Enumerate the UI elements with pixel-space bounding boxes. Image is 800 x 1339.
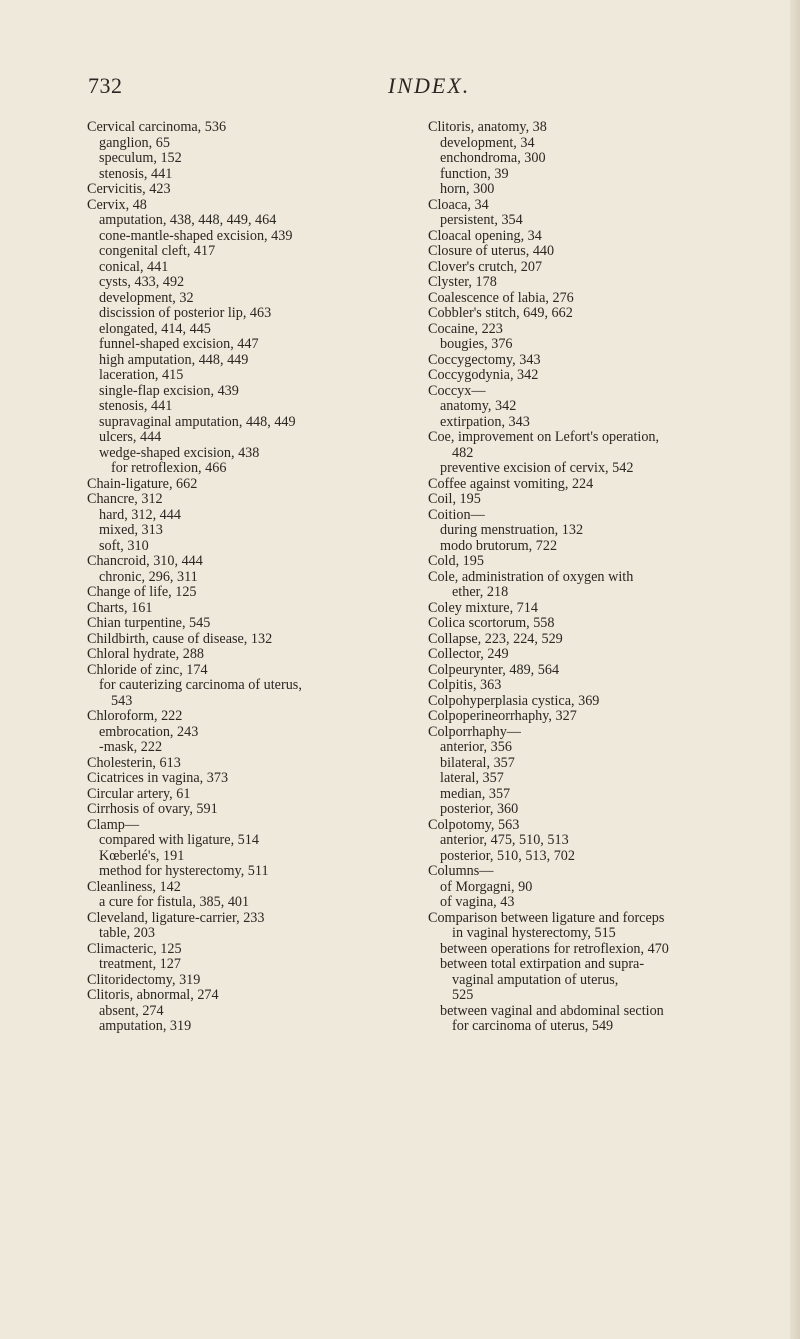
index-entry: Colica scortorum, 558 — [428, 615, 555, 631]
index-subentry: stenosis, 441 — [99, 165, 173, 182]
index-subentry: between vaginal and abdominal section — [440, 1002, 664, 1019]
index-subentry: amputation, 319 — [99, 1018, 192, 1034]
index-subentry: compared with ligature, 514 — [99, 832, 259, 848]
index-entry: Clitoris, abnormal, 274 — [87, 987, 219, 1003]
index-entry: Chancre, 312 — [87, 491, 163, 507]
index-subentry: single-flap excision, 439 — [99, 382, 239, 399]
index-subentry: posterior, 360 — [440, 801, 519, 817]
index-entry: Clitoridectomy, 319 — [87, 971, 201, 988]
index-entry: Colporrhaphy— — [428, 723, 521, 740]
index-subentry: for retroflexion, 466 — [111, 460, 227, 476]
index-entry: Cloaca, 34 — [428, 196, 489, 213]
index-subentry: posterior, 510, 513, 702 — [440, 847, 575, 864]
index-entry: Chloral hydrate, 288 — [87, 646, 205, 662]
index-subentry: enchondroma, 300 — [440, 150, 546, 166]
index-subentry: anterior, 356 — [440, 739, 512, 755]
index-entry: Colpitis, 363 — [428, 677, 502, 693]
index-subentry: hard, 312, 444 — [99, 506, 181, 523]
index-entry: Columns— — [428, 863, 494, 879]
index-entry: Collapse, 223, 224, 529 — [428, 630, 563, 647]
index-subentry: cone-mantle-shaped excision, 439 — [99, 227, 293, 244]
index-entry: Coccyx— — [428, 382, 486, 399]
page-edge — [790, 0, 800, 1339]
running-title: INDEX. — [388, 73, 471, 98]
index-entry: Chain-ligature, 662 — [87, 475, 198, 492]
index-entry: Colpotomy, 563 — [428, 816, 520, 833]
index-subentry: high amputation, 448, 449 — [99, 351, 249, 368]
index-entry: Colpohyperplasia cystica, 369 — [428, 692, 600, 709]
index-entry: Colpeurynter, 489, 564 — [428, 661, 560, 678]
index-subentry: ether, 218 — [452, 584, 509, 600]
index-subentry: embrocation, 243 — [99, 723, 199, 740]
index-entry: Cloacal opening, 34 — [428, 227, 542, 244]
index-subentry: table, 203 — [99, 925, 155, 941]
index-subentry: vaginal amputation of uterus, — [452, 971, 619, 988]
index-entry: Circular artery, 61 — [87, 785, 191, 802]
index-subentry: in vaginal hysterectomy, 515 — [452, 925, 616, 941]
index-subentry: of Morgagni, 90 — [440, 878, 533, 895]
index-entry: Cleveland, ligature-carrier, 233 — [87, 909, 265, 926]
index-subentry: cysts, 433, 492 — [99, 274, 185, 290]
index-subentry: ganglion, 65 — [99, 134, 170, 151]
index-entry: Charts, 161 — [87, 599, 153, 616]
index-entry: Clamp— — [87, 816, 140, 833]
index-entry: Cervical carcinoma, 536 — [87, 119, 227, 135]
index-subentry: method for hysterectomy, 511 — [99, 863, 269, 879]
index-subentry: funnel-shaped excision, 447 — [99, 336, 259, 352]
index-entry: Cobbler's stitch, 649, 662 — [428, 305, 573, 321]
index-subentry: congenital cleft, 417 — [99, 243, 216, 259]
index-entry: Colpoperineorrhaphy, 327 — [428, 708, 577, 724]
index-subentry: between operations for retroflexion, 470 — [440, 940, 669, 957]
index-subentry: lateral, 357 — [440, 770, 504, 786]
index-entry: Cole, administration of oxygen with — [428, 568, 634, 585]
index-subentry: wedge-shaped excision, 438 — [99, 444, 260, 461]
index-subentry: a cure for fistula, 385, 401 — [99, 894, 250, 910]
index-entry: Clover's crutch, 207 — [428, 258, 543, 275]
index-entry: Coley mixture, 714 — [428, 599, 538, 616]
index-entry: Coition— — [428, 506, 485, 523]
index-subentry: for cauterizing carcinoma of uterus, — [99, 677, 302, 693]
index-subentry: 482 — [452, 444, 474, 461]
index-subentry: bilateral, 357 — [440, 754, 515, 771]
index-entry: Clyster, 178 — [428, 274, 497, 290]
index-entry: Climacteric, 125 — [87, 940, 182, 957]
index-entry: Change of life, 125 — [87, 584, 197, 600]
index-entry: Closure of uterus, 440 — [428, 243, 555, 259]
index-entry: Chloroform, 222 — [87, 708, 183, 724]
index-subentry: ulcers, 444 — [99, 429, 162, 445]
index-entry: Cocaine, 223 — [428, 320, 503, 337]
index-entry: Chian turpentine, 545 — [87, 615, 211, 631]
index-entry: Cold, 195 — [428, 553, 484, 569]
index-subentry: extirpation, 343 — [440, 413, 530, 430]
index-entry: Chancroid, 310, 444 — [87, 553, 203, 569]
index-subentry: soft, 310 — [99, 537, 149, 554]
index-subentry: -mask, 222 — [99, 739, 163, 755]
index-subentry: 525 — [452, 987, 474, 1003]
index-entry: Cervix, 48 — [87, 196, 147, 213]
index-subentry: median, 357 — [440, 785, 511, 802]
index-subentry: stenosis, 441 — [99, 398, 173, 414]
index-subentry: amputation, 438, 448, 449, 464 — [99, 212, 277, 228]
index-subentry: discission of posterior lip, 463 — [99, 305, 272, 321]
index-subentry: conical, 441 — [99, 258, 169, 275]
index-subentry: development, 34 — [440, 134, 535, 151]
index-subentry: elongated, 414, 445 — [99, 320, 211, 337]
index-subentry: 543 — [111, 692, 133, 709]
index-subentry: chronic, 296, 311 — [99, 568, 198, 585]
index-entry: Childbirth, cause of disease, 132 — [87, 630, 273, 647]
index-entry: Chloride of zinc, 174 — [87, 661, 208, 678]
index-entry: Coffee against vomiting, 224 — [428, 475, 594, 492]
index-subentry: persistent, 354 — [440, 212, 523, 228]
index-entry: Cervicitis, 423 — [87, 181, 171, 197]
index-column-right — [428, 120, 738, 1035]
index-entry: Coil, 195 — [428, 491, 481, 507]
index-entry: Coccygectomy, 343 — [428, 351, 541, 368]
index-subentry: mixed, 313 — [99, 522, 163, 538]
index-subentry: bougies, 376 — [440, 336, 513, 352]
index-entry: Cirrhosis of ovary, 591 — [87, 801, 218, 817]
index-entry: Cleanliness, 142 — [87, 878, 181, 895]
index-subentry: during menstruation, 132 — [440, 522, 584, 538]
index-subentry: speculum, 152 — [99, 150, 182, 166]
page-header — [0, 73, 800, 103]
index-subentry: for carcinoma of uterus, 549 — [452, 1018, 614, 1034]
index-subentry: modo brutorum, 722 — [440, 537, 558, 554]
index-entry: Cicatrices in vagina, 373 — [87, 770, 229, 786]
index-subentry: treatment, 127 — [99, 956, 181, 972]
index-subentry: of vagina, 43 — [440, 894, 515, 910]
index-column-left — [87, 120, 392, 1035]
page-number: 732 — [88, 73, 123, 98]
index-entry: Cholesterin, 613 — [87, 754, 181, 771]
index-subentry: preventive excision of cervix, 542 — [440, 460, 634, 476]
index-subentry: horn, 300 — [440, 181, 495, 197]
index-subentry: anterior, 475, 510, 513 — [440, 832, 569, 848]
index-entry: Coccygodynia, 342 — [428, 367, 539, 383]
index-entry: Collector, 249 — [428, 646, 509, 662]
index-entry: Clitoris, anatomy, 38 — [428, 119, 547, 135]
index-subentry: laceration, 415 — [99, 367, 184, 383]
index-entry: Coe, improvement on Lefort's operation, — [428, 429, 660, 445]
index-entry: Comparison between ligature and forceps — [428, 909, 665, 926]
index-subentry: between total extirpation and supra- — [440, 956, 645, 972]
index-subentry: absent, 274 — [99, 1002, 164, 1019]
index-entry: Coalescence of labia, 276 — [428, 289, 574, 306]
index-subentry: anatomy, 342 — [440, 398, 517, 414]
index-subentry: function, 39 — [440, 165, 509, 182]
index-subentry: supravaginal amputation, 448, 449 — [99, 413, 296, 430]
index-subentry: Kœberlé's, 191 — [99, 847, 185, 864]
index-subentry: development, 32 — [99, 289, 194, 306]
